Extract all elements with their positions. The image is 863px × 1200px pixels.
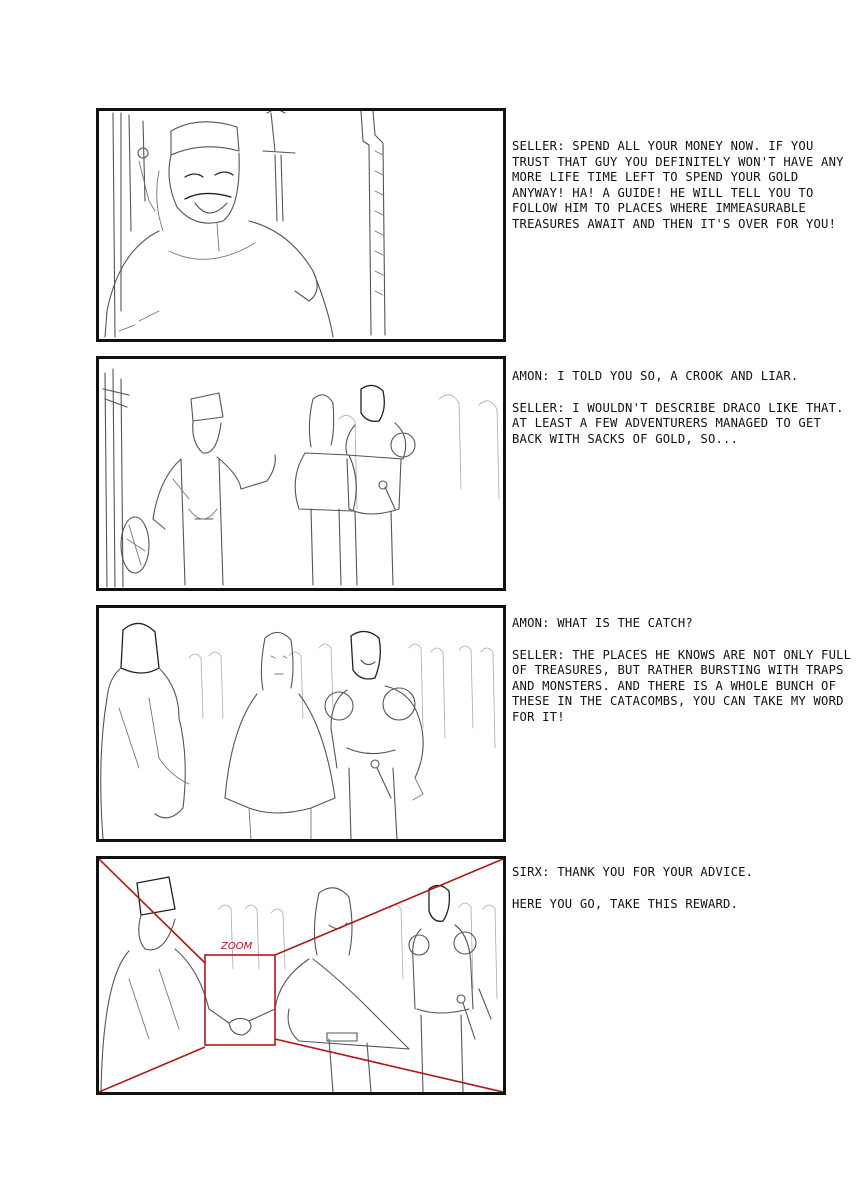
zoom-annotation: ZOOM: [221, 941, 253, 952]
dialogue-line: AMON: I TOLD YOU SO, A CROOK AND LIAR.: [512, 369, 799, 383]
dialogue-line: SIRX: THANK YOU FOR YOUR ADVICE.: [512, 865, 754, 879]
dialogue-line: SELLER: THE PLACES HE KNOWS ARE NOT ONLY FULL OF TREASURES, BUT RATHER BURSTING WITH TRAPS AND MONSTERS. AND THERE IS A WHOLE BUNCH OF THESE IN THE CATACOMBS, YOU CAN TAKE MY WORD FOR IT!: [512, 647, 852, 724]
panel-1-dialogue: [512, 139, 852, 248]
storyboard-panel-4: [96, 856, 506, 1095]
panel-3-sketch: [99, 608, 503, 839]
panel-4-dialogue: [512, 865, 852, 928]
panel-2-sketch: [99, 359, 503, 588]
panel-4-sketch: [99, 859, 503, 1092]
panel-1-sketch: [99, 111, 503, 339]
panel-3-dialogue: [512, 616, 852, 741]
zoom-frame-lines: [99, 859, 503, 1092]
dialogue-line: HERE YOU GO, TAKE THIS REWARD.: [512, 896, 739, 911]
zoom-target-frame: [205, 955, 275, 1045]
dialogue-line: SELLER: SPEND ALL YOUR MONEY NOW. IF YOU TRUST THAT GUY YOU DEFINITELY WON'T HAVE ANY MORE LIFE TIME LEFT TO SPEND YOUR GOLD ANYWAY! HA! A GUIDE! HE WILL TELL YOU TO FOLLOW HIM TO PLACES WHERE IMMEASURABLE TREASURES AWAIT AND THEN IT'S OVER FOR YOU!: [512, 139, 844, 231]
storyboard-panel-2: [96, 356, 506, 591]
panel-2-dialogue: [512, 369, 852, 463]
storyboard-panel-1: [96, 108, 506, 342]
dialogue-line: AMON: WHAT IS THE CATCH?: [512, 616, 693, 630]
storyboard-panel-3: [96, 605, 506, 842]
dialogue-line: SELLER: I WOULDN'T DESCRIBE DRACO LIKE THAT. AT LEAST A FEW ADVENTURERS MANAGED TO GET BACK WITH SACKS OF GOLD, SO...: [512, 400, 844, 446]
